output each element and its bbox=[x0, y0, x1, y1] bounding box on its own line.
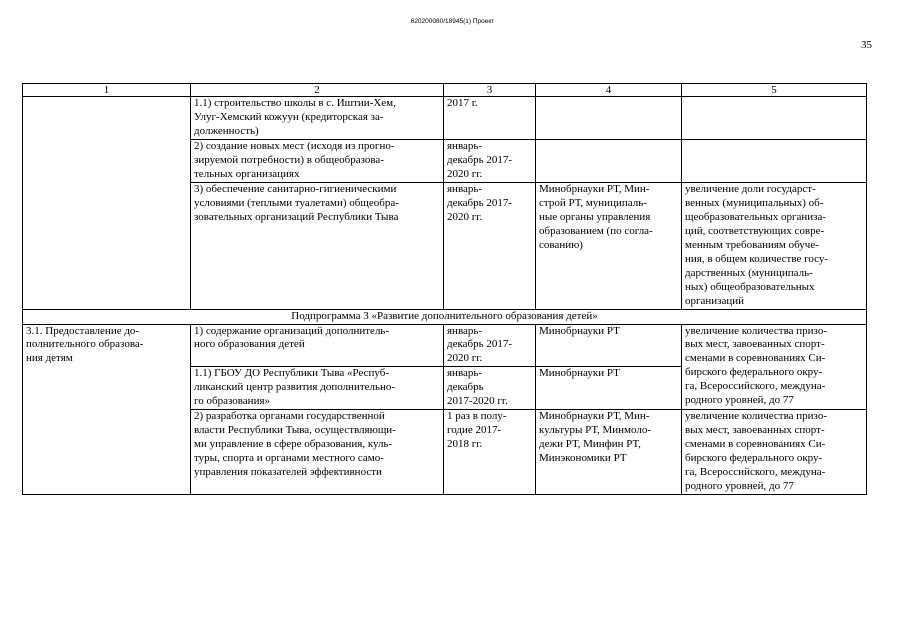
subprogram-row bbox=[23, 309, 867, 324]
table-cell-measure: 3) обеспечение санитарно-гигиеническими условиями (теплыми туалетами) общеобра- зовательных организаций Республики Тыва bbox=[191, 182, 444, 309]
table-cell-measure: 1.1) строительство школы в с. Иштии-Хем, Улуг-Хемский кожуун (кредиторская за- долженность) bbox=[191, 97, 444, 140]
document-header: 620200080/18945(1) Проект bbox=[410, 18, 495, 25]
table-cell-result bbox=[682, 139, 867, 182]
table-cell-executor: Минобрнауки РТ, Мин- культуры РТ, Минмоло- дежи РТ, Минфин РТ, Минэкономики РТ bbox=[536, 410, 682, 495]
table-cell-task: 3.1. Предоставление до- полнительного образова- ния детям bbox=[23, 324, 191, 495]
table-cell-executor: Минобрнауки РТ bbox=[536, 367, 682, 410]
table-cell-executor: Минобрнауки РТ bbox=[536, 324, 682, 367]
table-cell-measure: 1) содержание организаций дополнитель- ного образования детей bbox=[191, 324, 444, 367]
page-number: 35 bbox=[861, 39, 872, 51]
table-cell-executor bbox=[536, 97, 682, 140]
table-cell-executor: Минобрнауки РТ, Мин- строй РТ, муниципаль- ные органы управления образованием (по согла- сованию) bbox=[536, 182, 682, 309]
table-cell-empty bbox=[23, 97, 191, 310]
table-row bbox=[23, 97, 867, 140]
table-cell-measure: 2) разработка органами государственной власти Республики Тыва, осуществляющи- ми управление в сфере образования, куль- туры, спорта и органами местного само- управления показателей эффективности bbox=[191, 410, 444, 495]
table-cell-period: 2017 г. bbox=[444, 97, 536, 140]
table-cell-period: январь- декабрь 2017- 2020 гг. bbox=[444, 139, 536, 182]
column-header: 5 bbox=[682, 84, 867, 97]
column-header: 3 bbox=[444, 84, 536, 97]
table-row bbox=[23, 324, 867, 367]
table-cell-result: увеличение количества призо- вых мест, завоеванных спорт- сменами в соревнованиях Си- бирского федерального окру- га, Всероссийского, междуна- родного уровней, до 77 bbox=[682, 324, 867, 410]
table-cell-period: январь- декабрь 2017- 2020 гг. bbox=[444, 324, 536, 367]
table-cell-result: увеличение доли государст- венных (муниципальных) об- щеобразовательных организа- ций, соответствующих совре- менным требованиям обуче- ния, в общем количестве госу- дарственных (муниципаль- ных) общеобразовательных организаций bbox=[682, 182, 867, 309]
table-cell-measure: 2) создание новых мест (исходя из прогно- зируемой потребности) в общеобразова- тельных организациях bbox=[191, 139, 444, 182]
column-header: 2 bbox=[191, 84, 444, 97]
subprogram-title: Подпрограмма 3 «Развитие дополнительного образования детей» bbox=[23, 309, 867, 324]
table-cell-period: январь- декабрь 2017- 2020 гг. bbox=[444, 182, 536, 309]
column-header: 4 bbox=[536, 84, 682, 97]
program-table bbox=[22, 83, 867, 495]
table-cell-executor bbox=[536, 139, 682, 182]
table-cell-result bbox=[682, 97, 867, 140]
column-header: 1 bbox=[23, 84, 191, 97]
table-cell-measure: 1.1) ГБОУ ДО Республики Тыва «Респуб- ликанский центр развития дополнительно- го образования» bbox=[191, 367, 444, 410]
table-cell-result: увеличение количества призо- вых мест, завоеванных спорт- сменами в соревнованиях Си- бирского федерального окру- га, Всероссийского, междуна- родного уровней, до 77 bbox=[682, 410, 867, 495]
table-cell-period: январь- декабрь 2017-2020 гг. bbox=[444, 367, 536, 410]
table-cell-period: 1 раз в полу- годие 2017- 2018 гг. bbox=[444, 410, 536, 495]
table-header-row bbox=[23, 84, 867, 97]
